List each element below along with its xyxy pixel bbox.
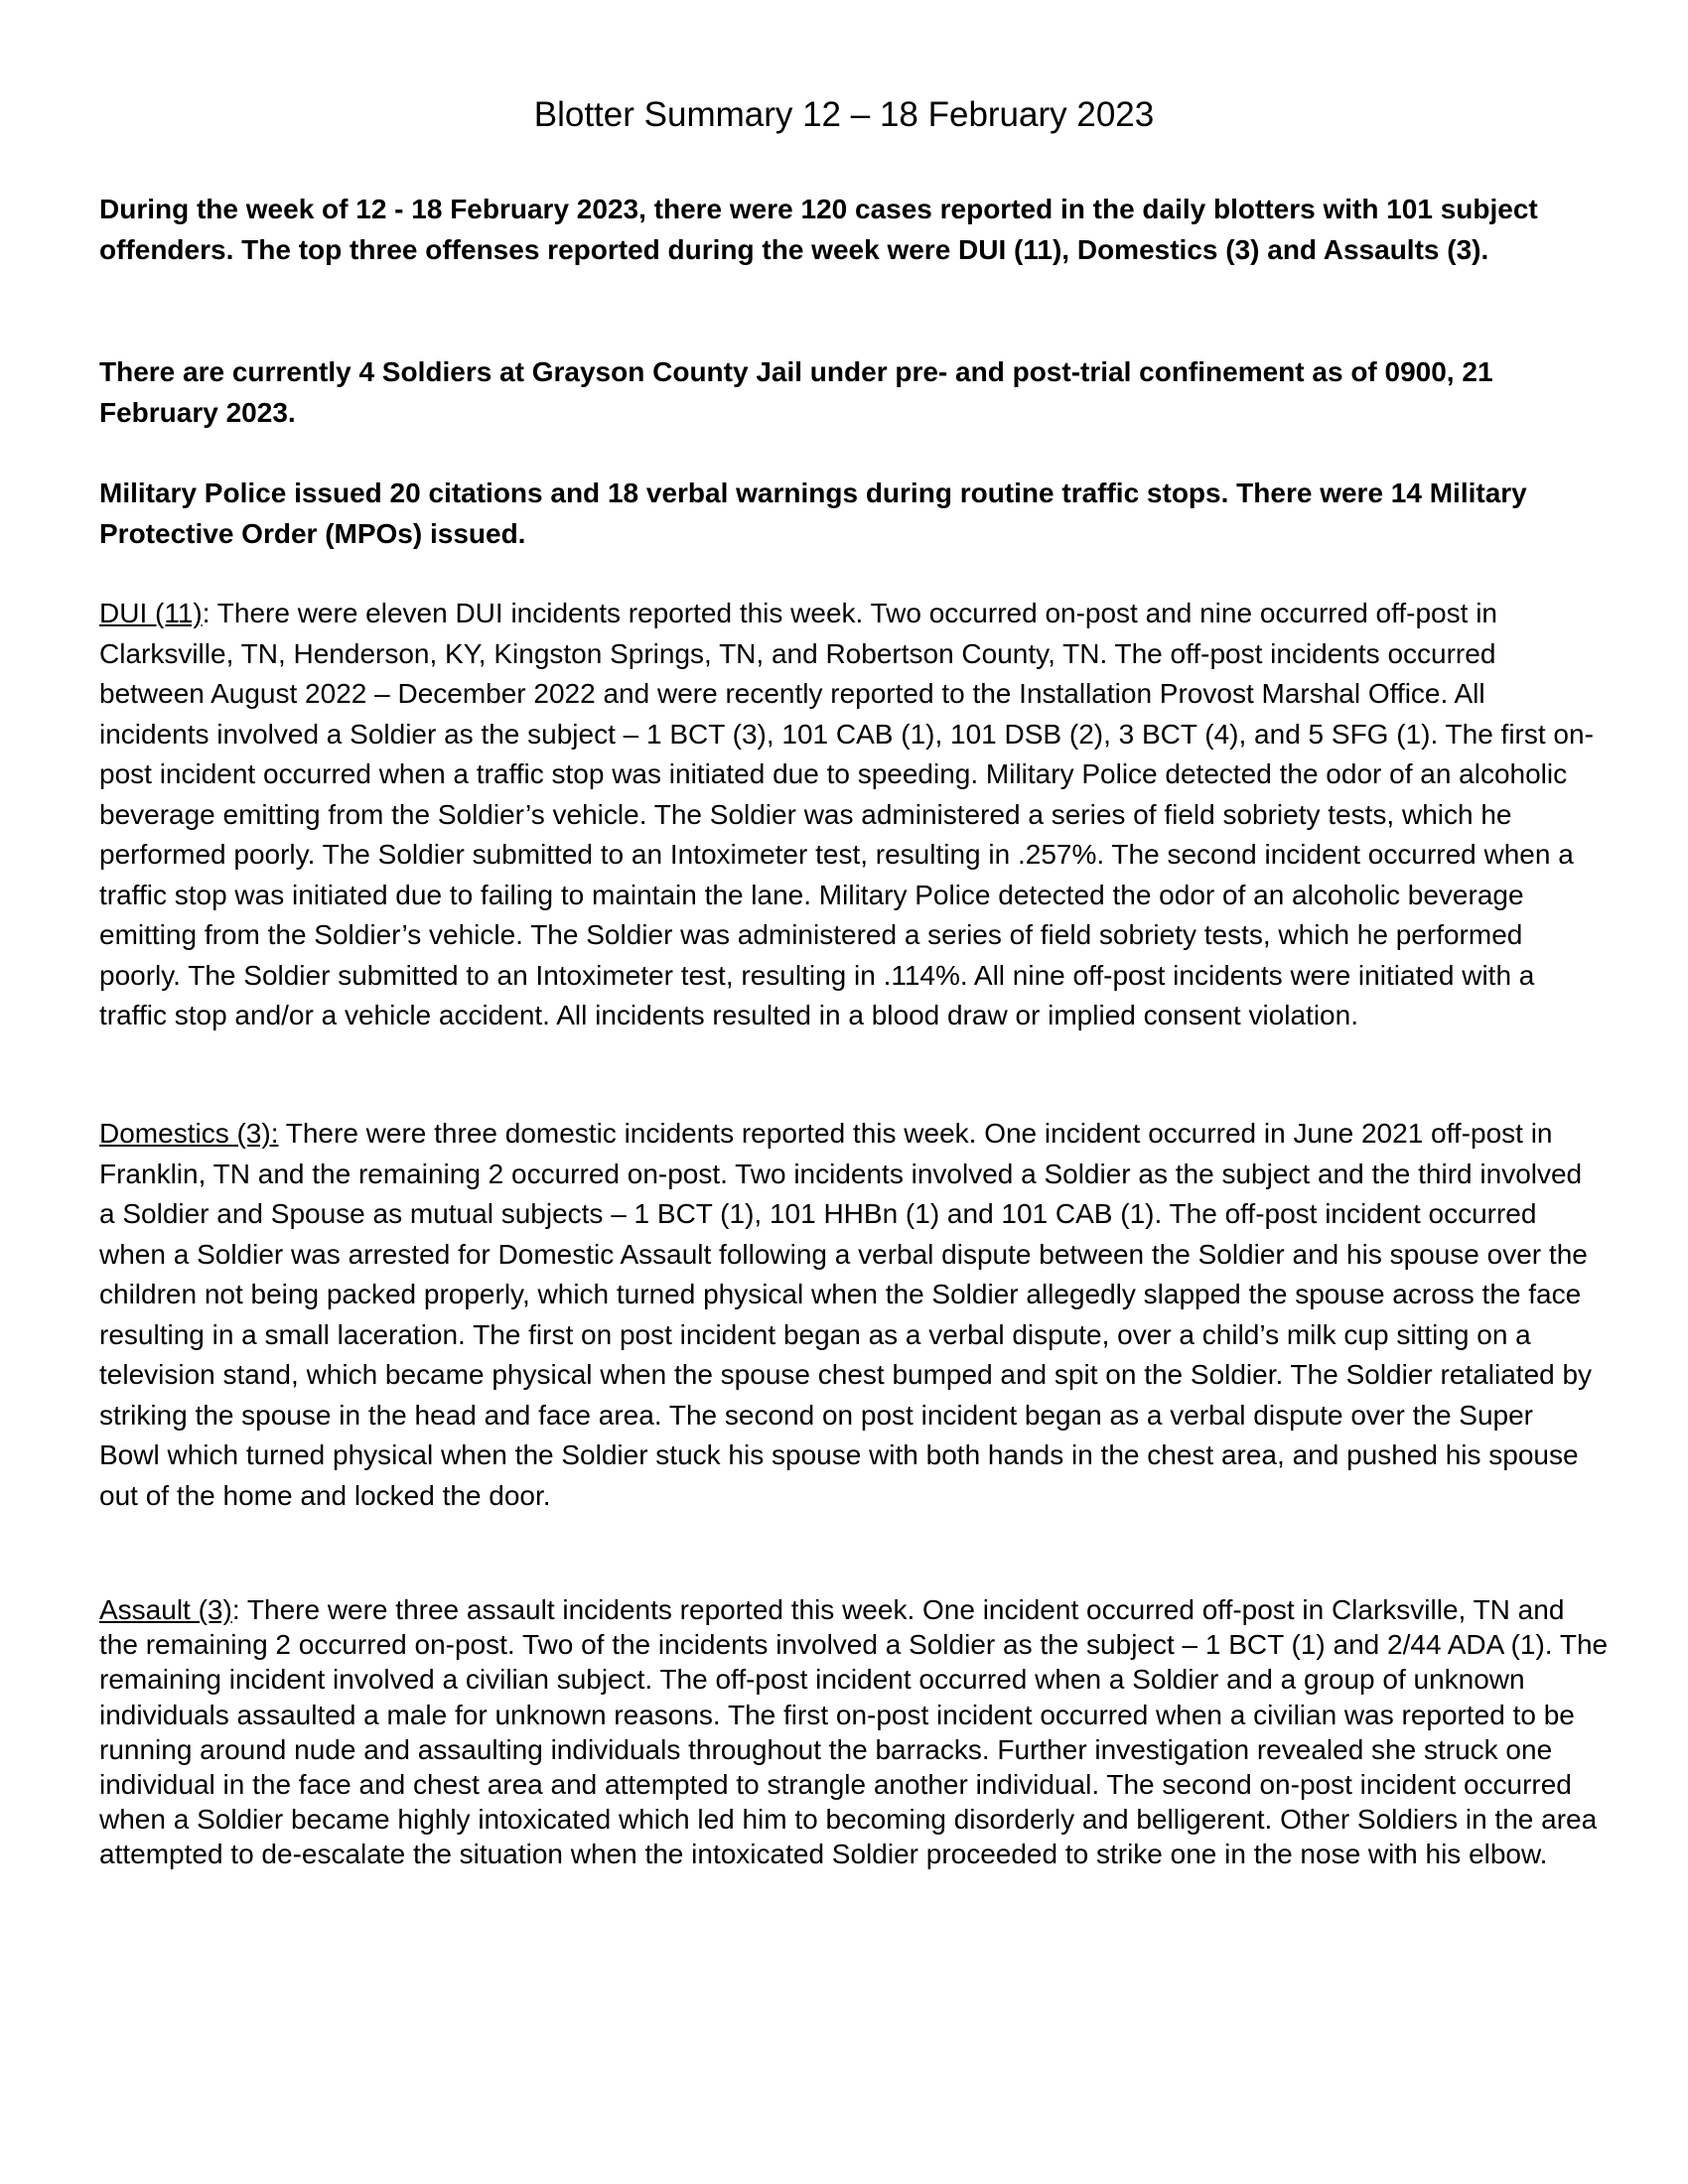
summary-confinement-paragraph: There are currently 4 Soldiers at Grayson County Jail under pre- and post-trial confinement as of 0900, 21 February 2023. (99, 356, 1493, 428)
domestics-section-heading: Domestics (3): (99, 1118, 279, 1149)
domestics-section-separator (278, 1118, 285, 1149)
dui-section (99, 594, 1599, 1036)
assault-section (99, 1592, 1609, 1872)
dui-section-body: There were eleven DUI incidents reported this week. Two occurred on-post and nine occurred off-post in Clarksville, TN, Henderson, KY, Kingston Springs, TN, and Robertson County, TN. The off-post incidents occurred between August 2022 – December 2022 and were recently reported to the Installation Provost Marshal Office. All incidents involved a Soldier as the subject – 1 BCT (3), 101 CAB (1), 101 DSB (2), 3 BCT (4), and 5 SFG (1). The first on-post incident occurred when a traffic stop was initiated due to speeding. Military Police detected the odor of an alcoholic beverage emitting from the Soldier’s vehicle. The Soldier was administered a series of field sobriety tests, which he performed poorly. The Soldier submitted to an Intoximeter test, resulting in .257%. The second incident occurred when a traffic stop was initiated due to failing to maintain the lane. Military Police detected the odor of an alcoholic beverage emitting from the Soldier’s vehicle. The Soldier was administered a series of field sobriety tests, which he performed poorly. The Soldier submitted to an Intoximeter test, resulting in .114%. All nine off-post incidents were initiated with a traffic stop and/or a vehicle accident. All incidents resulted in a blood draw or implied consent violation. (99, 598, 1594, 1030)
dui-section-heading: DUI (11) (99, 598, 203, 628)
domestics-section (99, 1114, 1599, 1516)
summary-citations-paragraph: Military Police issued 20 citations and 18 verbal warnings during routine traffic stops. There were 14 Military Protective Order (MPOs) issued. (99, 478, 1527, 549)
dui-section-separator: : (202, 598, 217, 628)
assault-section-separator: : (231, 1594, 247, 1625)
domestics-section-body: There were three domestic incidents reported this week. One incident occurred in June 2021 off-post in Franklin, TN and the remaining 2 occurred on-post. Two incidents involved a Soldier as the subject and the third involved a Soldier and Spouse as mutual subjects – 1 BCT (1), 101 HHBn (1) and 101 CAB (1). The off-post incident occurred when a Soldier was arrested for Domestic Assault following a verbal dispute between the Soldier and his spouse over the children not being packed properly, which turned physical when the Soldier allegedly slapped the spouse across the face resulting in a small laceration. The first on post incident began as a verbal dispute, over a child’s milk cup sitting on a television stand, which became physical when the spouse chest bumped and spit on the Soldier. The Soldier retaliated by striking the spouse in the head and face area. The second on post incident began as a verbal dispute over the Super Bowl which turned physical when the Soldier stuck his spouse with both hands in the chest area, and pushed his spouse out of the home and locked the door. (99, 1118, 1593, 1511)
assault-section-body: There were three assault incidents reported this week. One incident occurred off-post in Clarksville, TN and the remaining 2 occurred on-post. Two of the incidents involved a Soldier as the subject – 1 BCT (1) and 2/44 ADA (1). The remaining incident involved a civilian subject. The off-post incident occurred when a Soldier and a group of unknown individuals assaulted a male for unknown reasons. The first on-post incident occurred when a civilian was reported to be running around nude and assaulting individuals throughout the barracks. Further investigation revealed she struck one individual in the face and chest area and attempted to strangle another individual. The second on-post incident occurred when a Soldier became highly intoxicated which led him to becoming disorderly and belligerent. Other Soldiers in the area attempted to de-escalate the situation when the intoxicated Soldier proceeded to strike one in the nose with his elbow. (99, 1594, 1609, 1870)
document-page (99, 95, 1609, 1870)
document-title: Blotter Summary 12 – 18 February 2023 (533, 95, 1155, 134)
summary-cases-paragraph: During the week of 12 - 18 February 2023, there were 120 cases reported in the daily blotters with 101 subject offenders. The top three offenses reported during the week were DUI (11), Domestics (3) and Assaults (3). (99, 194, 1538, 265)
assault-section-heading: Assault (3) (99, 1594, 232, 1625)
